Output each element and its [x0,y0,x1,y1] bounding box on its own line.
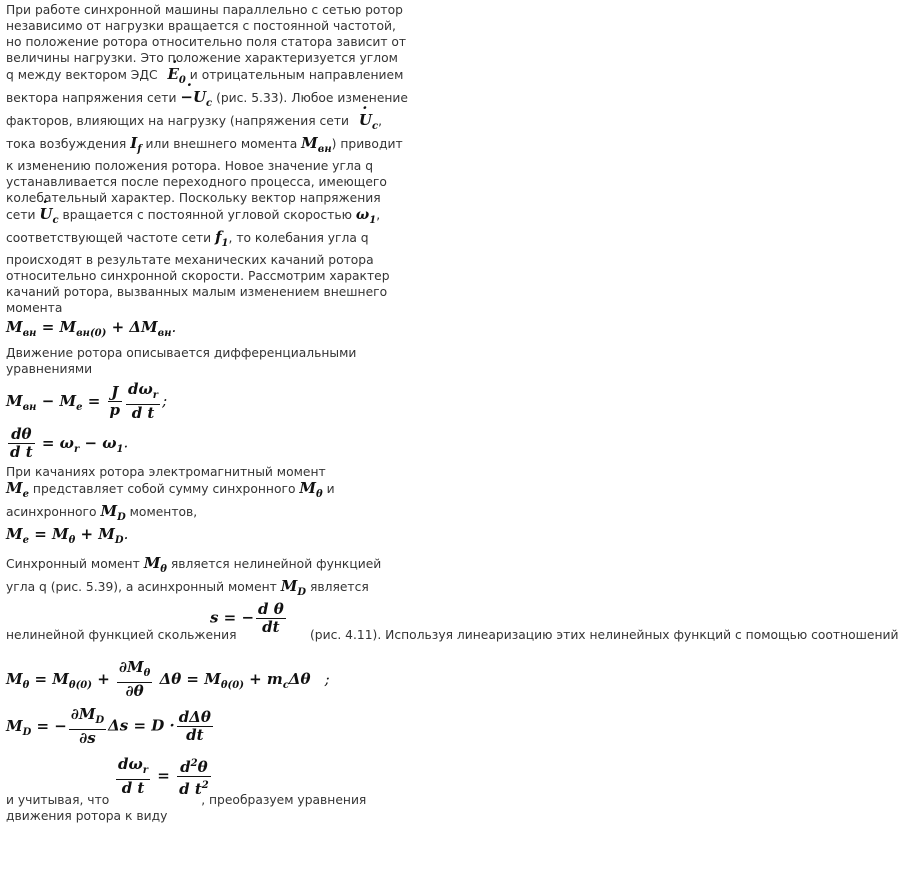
symbol-Uc: · $U_c$ [39,205,58,223]
text: (рис. 5.33). Любое изменение факторов, влияющих на нагрузку (напряжения сети [6,91,408,128]
text: и учитывая, что [6,793,110,807]
paragraph-motion [6,345,408,377]
text: , тока возбуждения [6,114,383,151]
paragraph-sync-moment [6,555,408,601]
text: и асинхронного [6,482,335,519]
text: вращается с постоянной угловой скоростью [62,208,352,222]
text: Движение ротора описывается дифференциальными уравнениями [6,346,357,376]
equation-external-moment: $M_{вн} = M_{вн(0)} + \Delta M_{вн}$. [6,318,177,339]
text: , преобразуем уравнения движения ротора к виду [6,793,367,823]
text: При работе синхронной машины параллельно с сетью ротор независимо от нагрузки вращается с постоянной частотой, но положение ротора относительно поля статора зависит от величины нагрузки. Это положение характеризуется углом q между вектором ЭДС [6,3,407,82]
symbol-MD: $M_D$ [100,502,126,523]
paragraph-intro [6,2,408,316]
text: является нелинейной функцией угла q (рис. 5.39), а асинхронный момент [6,557,382,594]
symbol-If: $I_f$ [130,134,142,155]
symbol-Mtheta: $M_\theta$ [143,554,167,575]
paragraph-electromagnetic-moment [6,464,408,526]
text: нелинейной функцией скольжения [6,628,237,642]
text: При качаниях ротора электромагнитный момент [6,465,326,479]
text: является [309,580,369,594]
text: ) приводит к изменению положения ротора. Новое значение угла q устанавливается после переходного процесса, имеющего колебательный характер. Поскольку вектор напряжения сети [6,137,403,222]
symbol-Mvn: $M_{вн}$ [301,134,332,155]
equation-slip: s = − $\frac{\text{d θ}}{dt}$ [210,600,284,636]
equation-sync-linear: $M_\theta = M_{\theta(0)}$ + $\frac{\partial M_\theta}{\partial\theta}$ $\Delta\theta = M_{\theta(0)} + m_c\Delta\theta$ ; [6,658,330,700]
symbol-omega1: $\omega_1$ [355,207,377,226]
text: , то колебания угла q происходят в результате механических качаний ротора относительно синхронной скорости. Рассмотрим характер качаний ротора, вызванных малым изменением внешнего момента [6,231,390,315]
text: представляет собой сумму синхронного [32,482,296,496]
equation-async-linear: $M_D$ = − $\frac{\partial M_D}{\partial s}$ Δs = D · $\frac{\text{dΔθ}}{dt}$ [6,705,211,747]
text: , соответствующей частоте сети [6,208,381,245]
text: (рис. 4.11). Используя линеаризацию этих нелинейных функций с помощью соотношений [310,628,899,642]
equation-motion-1: $M_{вн} - M_e$ = $\frac{J}{p}$ $\frac{d\omega_r}{\text{d t}}$ ; [6,380,168,422]
symbol-minus-Uc: · $-U_c$ [180,88,212,106]
equation-derivative: $\frac{d\omega_r}{\text{d t}}$ = $\frac{d^2\theta}{d t^2}$ [118,755,209,798]
equation-motion-2: $\frac{d\theta}{\text{d t}}$ = $\omega_r - \omega_1$. [10,425,129,461]
equation-moment-sum: $M_e = M_\theta + M_D$. [6,525,129,546]
symbol-Mtheta: $M_\theta$ [299,479,323,500]
slip-line [6,600,899,645]
symbol-E0: · $E_0$ [167,65,185,83]
text: моментов, [129,505,198,519]
symbol-f1: $f_1$ [215,228,229,249]
text: и отрицательным направлением вектора напряжения сети [6,68,404,105]
symbol-Me: $M_e$ [6,479,29,500]
text: Синхронный момент [6,557,140,571]
symbol-MD: $M_D$ [280,577,307,598]
symbol-Uc: · $U_c$ [359,111,378,129]
paragraph-final [6,792,408,824]
document-body [6,2,899,824]
text: или внешнего момента [145,137,298,151]
